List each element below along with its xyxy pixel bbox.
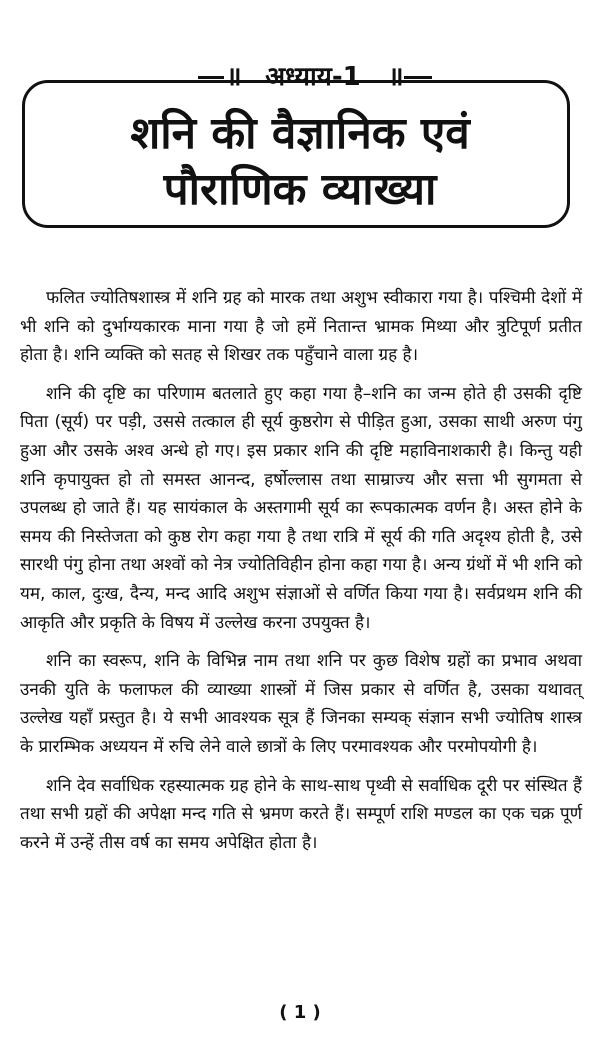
chapter-title-line-2: पौराणिक व्याख्या — [163, 164, 437, 215]
paragraph: शनि देव सर्वाधिक रहस्यात्मक ग्रह होने के साथ-साथ पृथ्वी से सर्वाधिक दूरी पर संस्थित हैं तथा सभी ग्रहों की अपेक्षा मन्द गति से भ्रमण करते हैं। सम्पूर्ण राशि मण्डल का एक चक्र पूर्ण करने में उन्हें तीस वर्ष का समय अपेक्षित होता है। — [20, 775, 582, 853]
header-rule-right — [404, 76, 432, 79]
chapter-title-line-1: शनि की वैज्ञानिक एवं — [130, 108, 470, 159]
paragraph: शनि की दृष्टि का परिणाम बतलाते हुए कहा गया है–शनि का जन्म होते ही उसकी दृष्टि पिता (सूर्य) पर पड़ी, उससे तत्काल ही सूर्य कुष्ठरोग से पीड़ित हुआ, उसका साथी अरुण पंगु हुआ और उसके अश्व अन्धे हो गए। इस प्रकार शनि की दृष्टि महाविनाशकारी है। किन्तु यही शनि कृपायुक्त हो तो समस्त आनन्द, हर्षोल्लास तथा साम्राज्य और सत्ता भी सुगमता से उपलब्ध हो जाते हैं। यह सायंकाल के अस्तगामी सूर्य का रूपकात्मक वर्णन है। अस्त होने के समय की निस्तेजता को कुष्ठ रोग कहा गया है तथा रात्रि में सूर्य की गति अदृश्य होती है, उसे सारथी पंगु होना तथा अश्वों को नेत्र ज्योतिविहीन होना कहा गया है। अन्य ग्रंथों में भी शनि को यम, काल, दुःख, दैन्य, मन्द आदि अशुभ संज्ञाओं से वर्णित किया गया है। सर्वप्रथम शनि की आकृति और प्रकृति के विषय में उल्लेख करना उपयुक्त है। — [20, 383, 582, 633]
paragraph: शनि का स्वरूप, शनि के विभिन्न नाम तथा शनि पर कुछ विशेष ग्रहों का प्रभाव अथवा उनकी युति के फलाफल की व्याख्या शास्त्रों में जिस प्रकार से वर्णित है, उसका यथावत् उल्लेख यहाँ प्रस्तुत है। ये सभी आवश्यक सूत्र हैं जिनका सम्यक् संज्ञान सभी ज्योतिष शास्त्र के प्रारम्भिक अध्ययन में रुचि लेने वाले छात्रों के लिए परमावश्यक और परमोपयोगी है। — [20, 651, 582, 757]
header-bars-left: ॥ — [226, 62, 242, 92]
body-text — [20, 284, 582, 867]
page-number: ( 1 ) — [279, 1002, 321, 1023]
chapter-label: अध्याय-1 — [265, 62, 361, 92]
paragraph: फलित ज्योतिषशास्त्र में शनि ग्रह को मारक तथा अशुभ स्वीकारा गया है। पश्चिमी देशों में भी शनि को दुर्भाग्यकारक माना गया है जो हमें नितान्त भ्रामक मिथ्या और त्रुटिपूर्ण प्रतीत होता है। शनि व्यक्ति को सतह से शिखर तक पहुँचाने वाला ग्रह है। — [20, 288, 582, 366]
header-rule-left — [198, 76, 224, 79]
header-bars-right: ॥ — [388, 62, 404, 92]
